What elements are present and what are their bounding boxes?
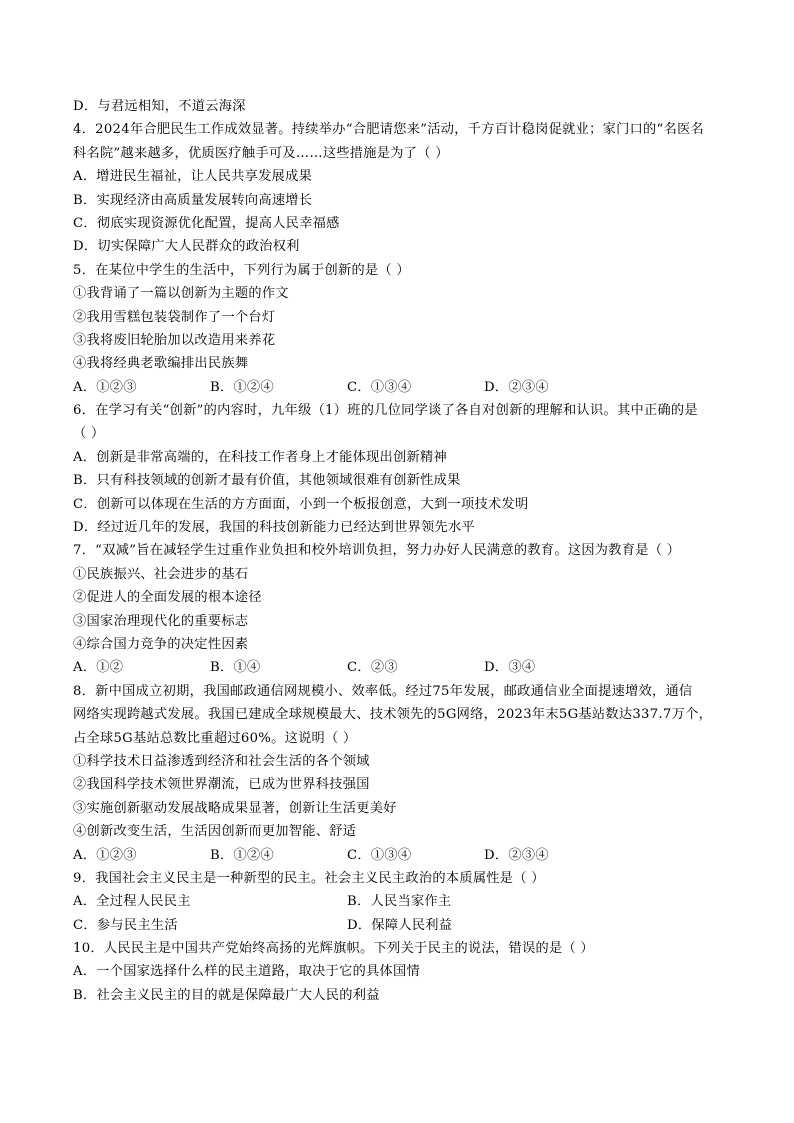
option-choice: C．参与民主生活 (73, 917, 178, 933)
text-line: 10．人民民主是中国共产党始终高扬的光辉旗帜。下列关于民主的说法，错误的是（ ） (73, 941, 594, 957)
text-line: ④我将经典老歌编排出民族舞 (73, 356, 249, 372)
text-line: （ ） (73, 426, 105, 442)
text-line: A．增进民生福祉，让人民共享发展成果 (73, 169, 313, 185)
option-choice: B．①②④ (210, 379, 274, 395)
text-line: ③实施创新驱动发展战略成果显著，创新让生活更美好 (73, 800, 397, 816)
text-line: 8．新中国成立初期，我国邮政通信网规模小、效率低。经过75年发展，邮政通信业全面提速增效，通信 (73, 683, 693, 699)
text-line: ①民族振兴、社会进步的基石 (73, 566, 249, 582)
text-line: D．经过近几年的发展，我国的科技创新能力已经达到世界领先水平 (73, 520, 476, 536)
text-line: ③国家治理现代化的重要标志 (73, 613, 249, 629)
text-line: B．只有科技领域的创新才最有价值，其他领域很难有创新性成果 (73, 473, 461, 489)
option-choice: D．②③④ (484, 847, 549, 863)
text-line: D．切实保障广大人民群众的政治权利 (73, 239, 300, 255)
text-line: D．与君远相知，不道云海深 (73, 99, 246, 114)
text-line: 网络实现跨越式发展。我国已建成全球规模最大、技术领先的5G网络，2023年末5G基站数达337.7万个， (73, 707, 713, 723)
text-line: ②我国科学技术领世界潮流，已成为世界科技强国 (73, 777, 370, 793)
text-line: C．彻底实现资源优化配置，提高人民幸福感 (73, 215, 340, 231)
text-line: ②我用雪糕包装袋制作了一个台灯 (73, 309, 276, 325)
option-choice: D．③④ (484, 660, 536, 676)
text-line: ①我背诵了一篇以创新为主题的作文 (73, 286, 289, 302)
options-row (73, 890, 723, 913)
options-row (73, 844, 723, 867)
option-choice: D．②③④ (484, 379, 549, 395)
text-line: ④综合国力竞争的决定性因素 (73, 636, 249, 652)
text-line: A．一个国家选择什么样的民主道路，取决于它的具体国情 (73, 964, 421, 980)
option-choice: A．①②③ (73, 379, 137, 395)
option-choice: C．②③ (347, 660, 398, 676)
option-choice: A．①② (73, 660, 124, 676)
option-choice: B．人民当家作主 (347, 894, 452, 910)
option-choice: A．全过程人民民主 (73, 894, 191, 910)
text-line: B．实现经济由高质量发展转向高速增长 (73, 192, 313, 208)
options-row (73, 656, 723, 679)
text-line: ③我将废旧轮胎加以改造用来养花 (73, 332, 276, 348)
text-line: ④创新改变生活，生活因创新而更加智能、舒适 (73, 824, 357, 840)
text-line: 占全球5G基站总数比重超过60%。这说明（ ） (73, 730, 357, 746)
option-choice: A．①②③ (73, 847, 137, 863)
text-line: A．创新是非常高端的，在科技工作者身上才能体现出创新精神 (73, 449, 447, 465)
option-choice: B．①④ (210, 660, 261, 676)
option-choice: B．①②④ (210, 847, 274, 863)
exam-content (73, 95, 723, 1007)
text-line: ①科学技术日益渗透到经济和社会生活的各个领域 (73, 753, 370, 769)
options-row (73, 376, 723, 399)
text-line: 7．“双减”旨在减轻学生过重作业负担和校外培训负担，努力办好人民满意的教育。这因为教育是（ ） (73, 543, 681, 559)
text-line: ②促进人的全面发展的根本途径 (73, 590, 262, 606)
text-line: 5．在某位中学生的生活中，下列行为属于创新的是（ ） (73, 262, 410, 278)
text-line: C．创新可以体现在生活的方方面面，小到一个板报创意，大到一项技术发明 (73, 496, 529, 512)
option-choice: D．保障人民利益 (347, 917, 453, 933)
option-choice: C．①③④ (347, 379, 412, 395)
text-line: 9．我国社会主义民主是一种新型的民主。社会主义民主政治的本质属性是（ ） (73, 870, 545, 886)
text-line: 6．在学习有关“创新”的内容时，九年级（1）班的几位同学谈了各自对创新的理解和认识。其中正确的是 (73, 403, 698, 419)
text-line: 4．2024年合肥民生工作成效显著。持续举办“合肥请您来”活动，千方百计稳岗促就业；家门口的“名医名 (73, 122, 705, 138)
option-choice: C．①③④ (347, 847, 412, 863)
options-row (73, 914, 723, 937)
text-line: B．社会主义民主的目的就是保障最广大人民的利益 (73, 987, 380, 1003)
text-line: 科名院”越来越多，优质医疗触手可及……这些措施是为了（ ） (73, 145, 449, 161)
